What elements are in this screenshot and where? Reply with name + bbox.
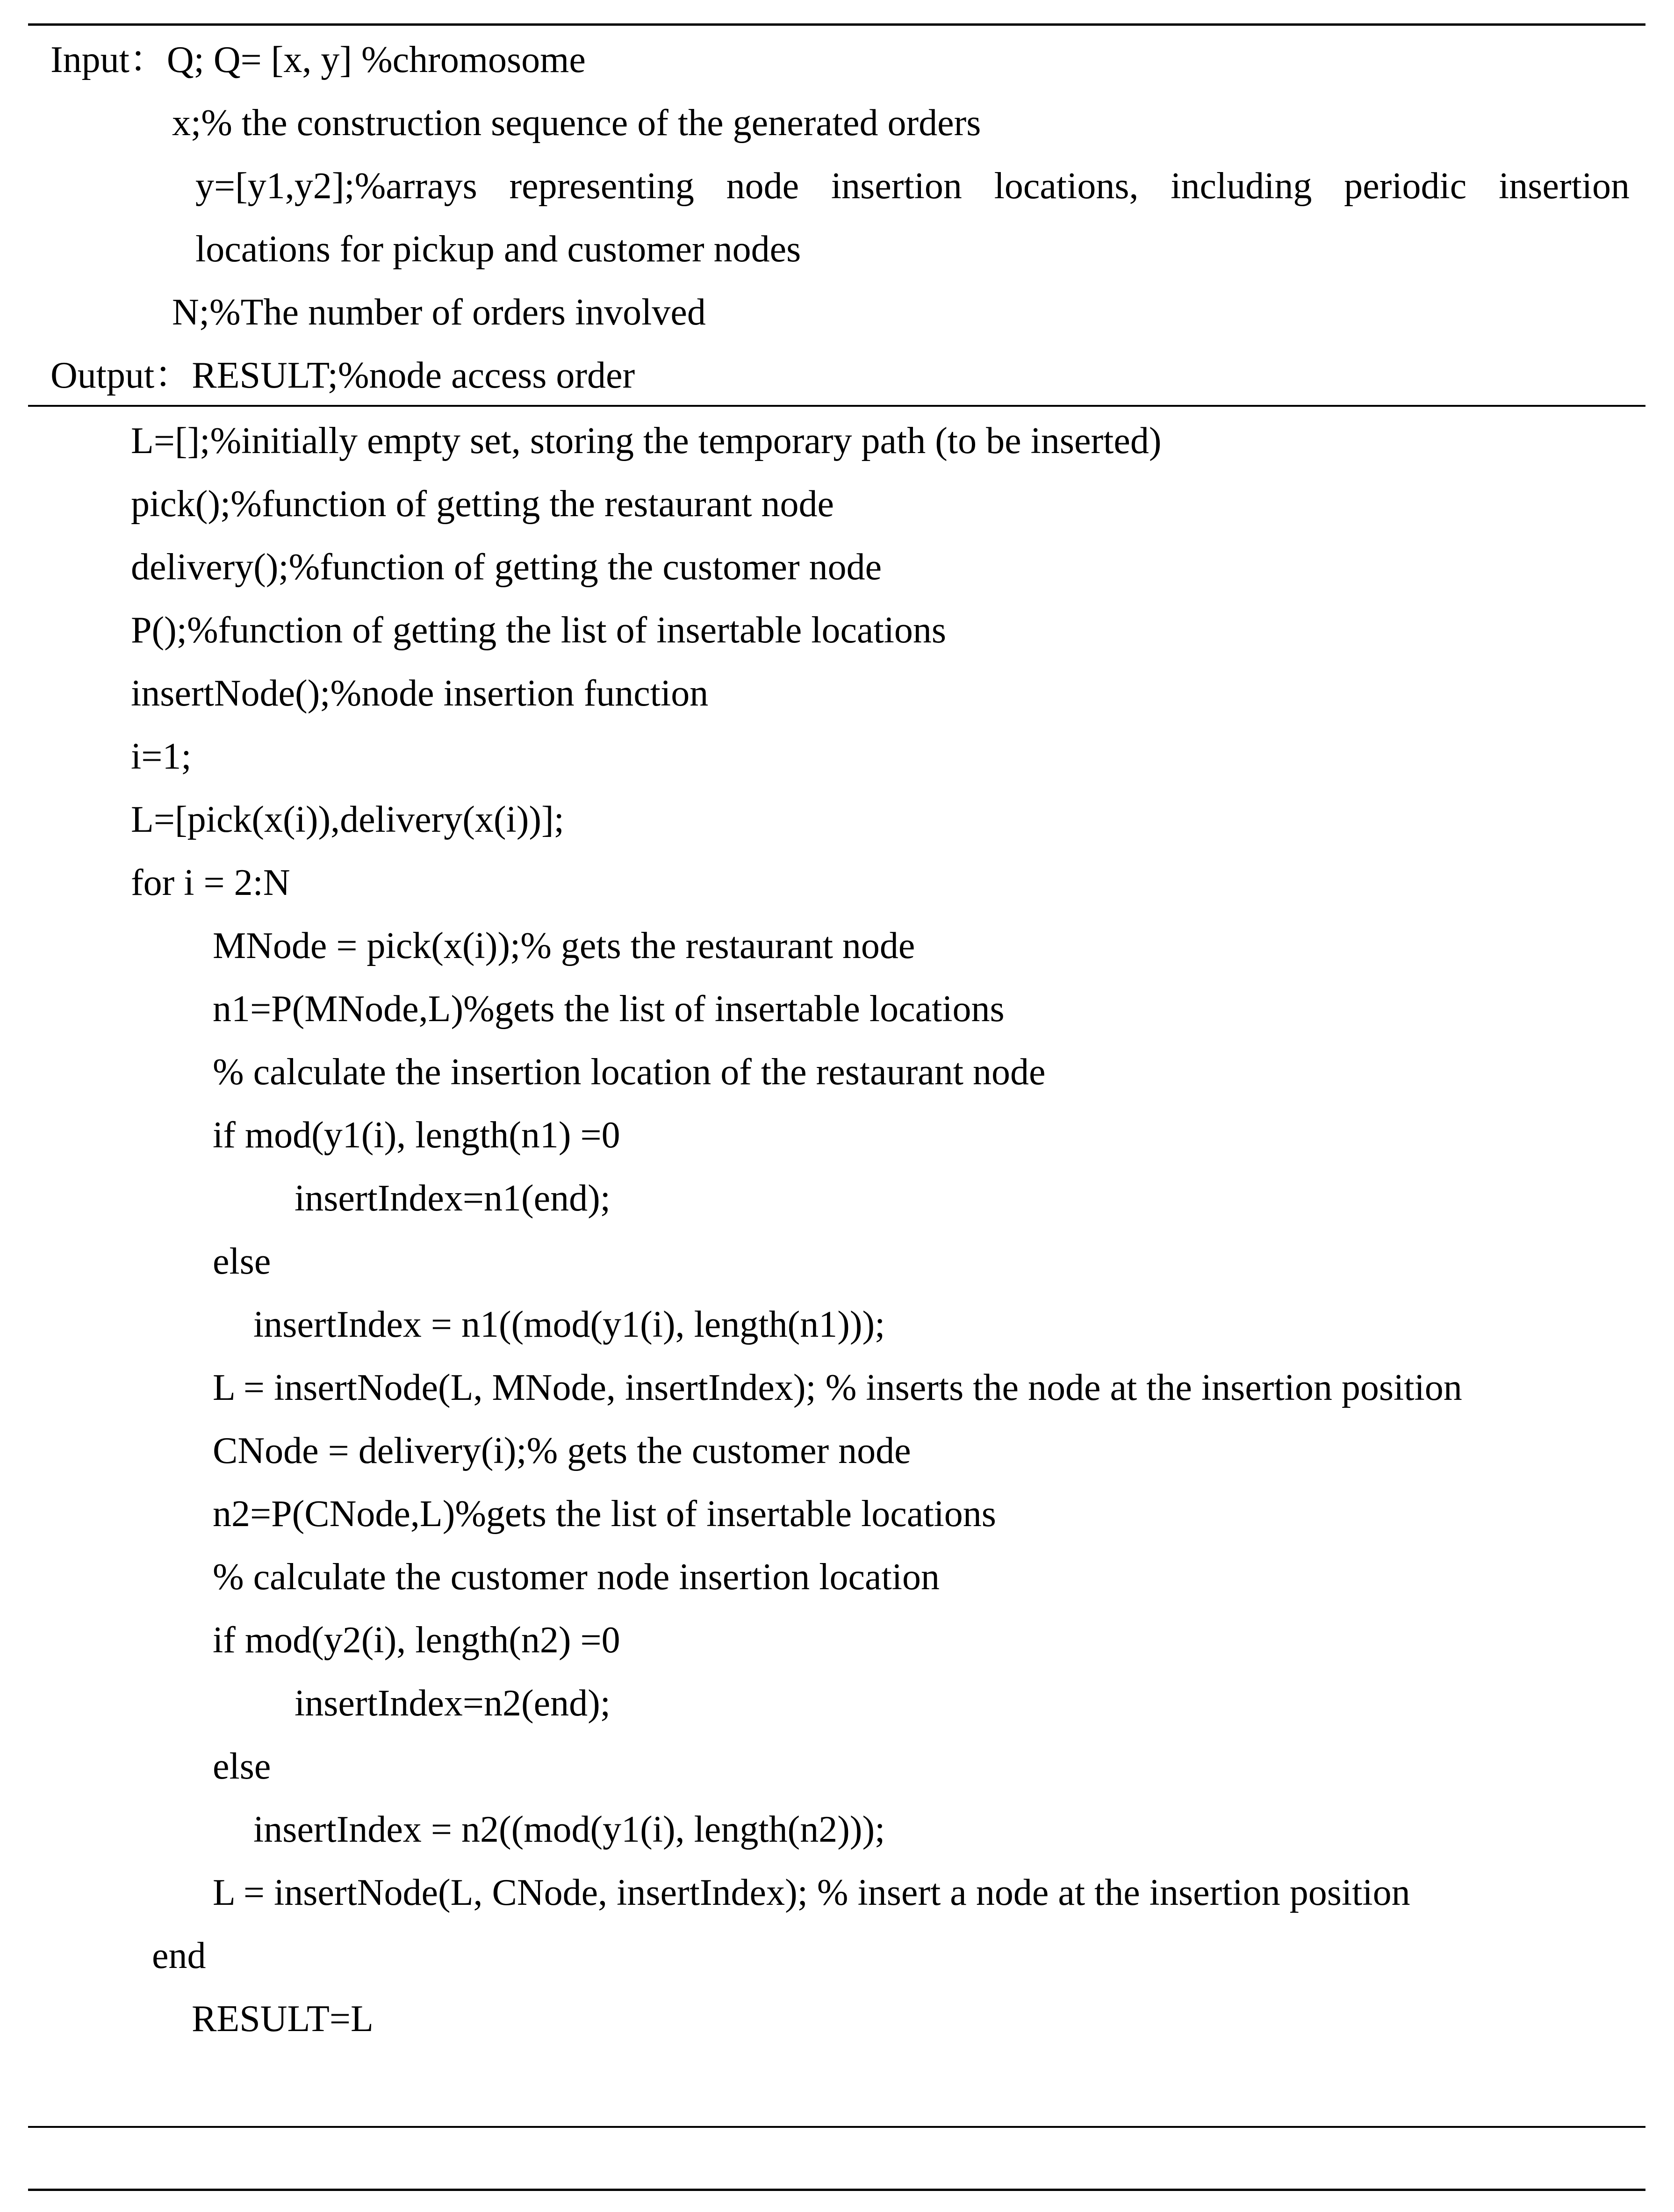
bottom-rule-lower <box>28 2189 1645 2191</box>
code-line: L=[];%initially empty set, storing the temporary path (to be inserted) <box>131 420 1162 461</box>
top-rule <box>28 23 1645 26</box>
code-line: i=1; <box>131 736 192 777</box>
code-line: delivery();%function of getting the customer node <box>131 547 882 588</box>
code-line: n2=P(CNode,L)%gets the list of insertable locations <box>213 1493 996 1535</box>
input-n-line: N;%The number of orders involved <box>172 292 706 333</box>
code-line: insertIndex = n1((mod(y1(i), length(n1))); <box>253 1304 885 1345</box>
code-line: insertIndex = n2((mod(y1(i), length(n2))); <box>253 1809 885 1850</box>
code-line: insertIndex=n2(end); <box>295 1683 611 1724</box>
code-line: insertIndex=n1(end); <box>295 1178 611 1219</box>
code-line: insertNode();%node insertion function <box>131 673 709 714</box>
code-line: for i = 2:N <box>131 862 290 903</box>
code-line: P();%function of getting the list of insertable locations <box>131 610 947 651</box>
input-y-line-2: locations for pickup and customer nodes <box>195 229 801 270</box>
code-line: RESULT=L <box>192 1998 374 2039</box>
code-line: if mod(y1(i), length(n1) =0 <box>213 1115 620 1156</box>
input-line: Input：Q; Q= [x, y] %chromosome <box>50 39 586 80</box>
code-line: pick();%function of getting the restaurant node <box>131 483 834 525</box>
code-line: n1=P(MNode,L)%gets the list of insertable locations <box>213 988 1005 1030</box>
code-line: MNode = pick(x(i));% gets the restaurant node <box>213 925 915 966</box>
code-line: L = insertNode(L, CNode, insertIndex); % insert a node at the insertion position <box>213 1872 1410 1913</box>
code-line: % calculate the insertion location of the restaurant node <box>213 1052 1046 1093</box>
code-line: CNode = delivery(i);% gets the customer node <box>213 1430 911 1471</box>
code-line: end <box>152 1935 206 1976</box>
input-y-line-1: y=[y1,y2];%arrays representing node insertion locations, including periodic insertion <box>195 166 1630 207</box>
input-x-line: x;% the construction sequence of the generated orders <box>172 102 981 144</box>
output-line: Output：RESULT;%node access order <box>50 355 635 396</box>
header-divider-rule <box>28 405 1645 407</box>
code-line: L=[pick(x(i)),delivery(x(i))]; <box>131 799 564 840</box>
code-line: if mod(y2(i), length(n2) =0 <box>213 1620 620 1661</box>
code-line: L = insertNode(L, MNode, insertIndex); % inserts the node at the insertion position <box>213 1367 1462 1408</box>
bottom-rule-upper <box>28 2126 1645 2128</box>
code-line: % calculate the customer node insertion location <box>213 1556 940 1598</box>
code-line: else <box>213 1241 271 1282</box>
code-line: else <box>213 1746 271 1787</box>
